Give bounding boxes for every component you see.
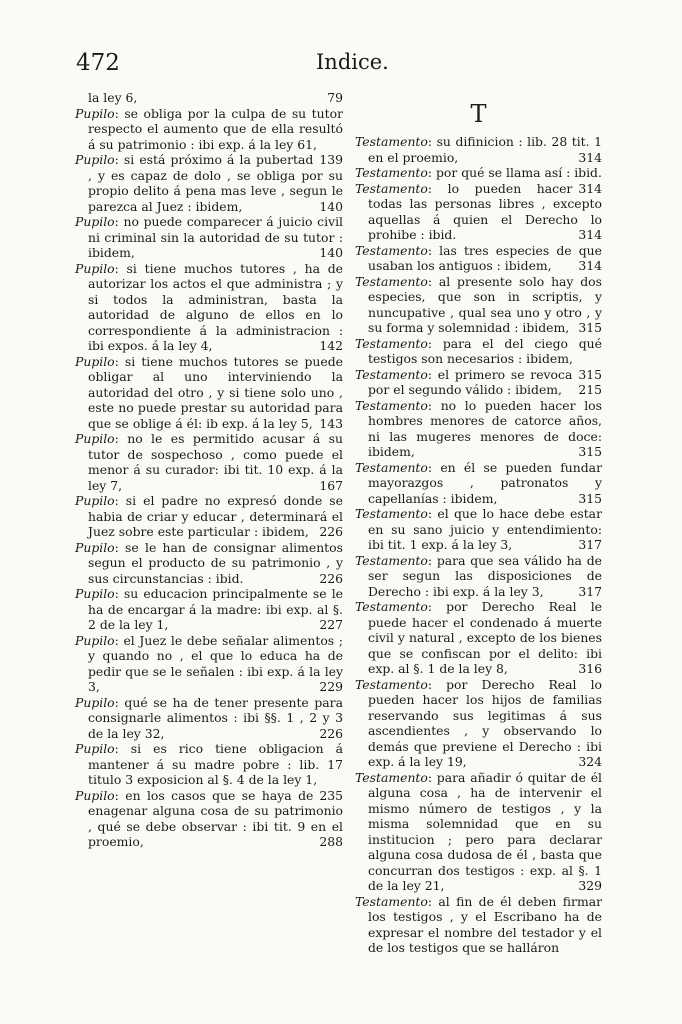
page-ref: 314 [578, 180, 602, 196]
page-ref: 226 [319, 524, 343, 539]
entry-text: : si tiene muchos tutores , ha de autorizar los actos el que administra ; y si todos la administran, basta la autoridad de alguno de ellos en lo correspondiente á la administracion : ibi expos. á la ley 4, [88, 260, 343, 353]
page-ref: 315 [578, 366, 602, 382]
page-ref: 317 [578, 537, 602, 552]
page-ref: 215 [578, 382, 602, 397]
page-ref: 140 [319, 245, 343, 260]
entry-term: Pupilo [75, 105, 115, 121]
index-entry [355, 398, 602, 460]
index-entry [355, 553, 602, 600]
left-entries [75, 106, 343, 850]
entry-text: : no puede comparecer á juicio civil ni criminal sin la autoridad de su tutor : ibidem, [88, 214, 343, 260]
entry-text: : no le es permitido acusar á su tutor de sospechoso , como puede el menor á su curador: ibi tit. 10 exp. á la ley 7, [88, 431, 343, 493]
entry-term: Pupilo [75, 152, 115, 167]
page-ref: 140 [319, 198, 343, 214]
page-number: 472 [76, 50, 120, 76]
entry-text: : si el padre no expresó donde se habia de criar y educar , determinará el Juez sobre este particular : ibidem, [88, 493, 343, 539]
entry-term: Pupilo [75, 493, 115, 508]
entry-term: Pupilo [75, 741, 115, 756]
entry-term: Pupilo [75, 787, 115, 803]
page-ref: 324 [578, 754, 602, 769]
entry-term: Testamento [355, 552, 428, 568]
index-entry [355, 134, 602, 165]
index-entry [75, 214, 343, 261]
entry-term: Testamento [355, 599, 428, 614]
entry-text: : al presente solo hay dos especies, que son in scriptis, y nuncupative , qual sea uno y otro , y su forma y solemnidad : ibidem, [368, 273, 602, 335]
entry-text: : por Derecho Real le puede hacer el condenado á muerte civil y natural , excepto de los bienes que se confiscan por el delito: ibi exp. al §. 1 de la ley 8, [368, 599, 602, 676]
page-ref: 315 [578, 444, 602, 459]
continuation-line [75, 90, 343, 106]
entry-text: : si está próximo á la pubertad , y es capaz de dolo , se obliga por su propio delito á pena mas leve , segun le parezca al Juez : ibidem, [88, 152, 343, 214]
page-ref: 314 [578, 227, 602, 242]
entry-text: : se obliga por la culpa de su tutor respecto el aumento que de ella resultó á su patrimonio : ibi exp. á la ley 61, [88, 105, 343, 152]
entry-text: : qué se ha de tener presente para consignarle alimentos : ibi §§. 1 , 2 y 3 de la ley 32, [88, 694, 343, 741]
index-entry [75, 152, 343, 214]
continuation-text: la ley 6, [88, 90, 138, 105]
entry-text: : si es rico tiene obligacion á mantener á su madre pobre : lib. 17 titulo 3 exposicion al §. 4 de la ley 1, [88, 741, 343, 787]
page-ref: 288 [319, 834, 343, 849]
index-entry [75, 105, 343, 167]
page-ref: 226 [319, 725, 343, 741]
page-ref: 317 [578, 583, 602, 599]
page-ref: 329 [578, 878, 602, 893]
page-ref: 314 [578, 149, 602, 165]
page-ref: 142 [319, 338, 343, 353]
index-entry [75, 741, 343, 803]
entry-text: : las tres especies de que usaban los antiguos : ibidem, [368, 242, 602, 273]
index-entry [75, 261, 343, 354]
running-title: Indice. [316, 50, 389, 74]
index-entry [355, 894, 602, 956]
entry-term: Pupilo [75, 260, 115, 276]
index-entry [75, 354, 343, 432]
section-letter: T [470, 100, 487, 128]
left-column [75, 90, 343, 850]
page-ref: 316 [578, 661, 602, 676]
index-entry [75, 695, 343, 742]
index-entry [75, 431, 343, 493]
index-entry [355, 677, 602, 770]
right-column [355, 90, 602, 956]
entry-term: Testamento [355, 769, 428, 785]
entry-text: : su educacion principalmente se le ha de encargar á la madre: ibi exp. al §. 2 de la ley 1, [88, 586, 343, 632]
index-entry [75, 586, 343, 633]
entry-term: Testamento [355, 165, 428, 180]
entry-term: Pupilo [75, 586, 115, 601]
page-ref: 167 [319, 477, 343, 493]
entry-text: : si tiene muchos tutores se puede obligar al uno interviniendo la autoridad del otro , y si tiene solo uno , este no puede prestar su autoridad para que se oblige á él: ib exp. á la ley 5, [88, 353, 343, 431]
page-ref: 139 [319, 152, 343, 167]
index-entry [355, 165, 602, 196]
page-ref: 315 [578, 320, 602, 335]
entry-term: Pupilo [75, 694, 115, 710]
entry-text: : en él se pueden fundar mayorazgos , patronatos y capellanías : ibidem, [368, 459, 602, 506]
entry-text: : el primero se revoca por el segundo válido : ibidem, [368, 366, 573, 397]
page-ref: 227 [319, 617, 343, 632]
entry-text: : en los casos que se haya de enagenar alguna cosa de su patrimonio , qué se debe observar : ibi tit. 9 en el proemio, [88, 787, 343, 849]
entry-term: Pupilo [75, 214, 115, 229]
entry-term: Testamento [355, 180, 428, 196]
entry-text: : se le han de consignar alimentos segun el producto de su patrimonio , y sus circunstancias : ibid. [88, 539, 343, 586]
index-entry [355, 599, 602, 677]
page-ref: 79 [327, 90, 343, 105]
entry-text: : al fin de él deben firmar los testigos , y el Escribano ha de expresar el nombre del testador y el de los testigos que se halláron [368, 893, 602, 955]
page-ref: 226 [319, 570, 343, 586]
entry-term: Testamento [355, 506, 428, 521]
page-header [0, 50, 682, 80]
entry-text: : por qué se llama así : ibid. [427, 165, 602, 180]
right-entries [355, 134, 602, 956]
entry-text: : el que lo hace debe estar en su sano juicio y entendimiento: ibi tit. 1 exp. á la ley 3, [368, 506, 602, 552]
page-ref: 235 [319, 787, 343, 803]
index-entry [75, 788, 343, 850]
index-entry [355, 181, 602, 243]
entry-text: : el Juez le debe señalar alimentos ; y quando no , el que lo educa ha de pedir que se le señalen : ibi exp. á la ley 3, [88, 632, 343, 694]
page-ref: 143 [319, 415, 343, 431]
index-entry [355, 367, 602, 398]
entry-text: : para añadir ó quitar de él alguna cosa , ha de intervenir el mismo número de testigos , y la misma solemnidad que en su institucion ; pero para declarar alguna cosa dudosa de él , basta que concurran dos testigos : exp. al §. 1 de la ley 21, [368, 769, 602, 893]
page-ref: 314 [578, 258, 602, 273]
index-entry [75, 633, 343, 695]
index-entry [355, 770, 602, 894]
entry-term: Testamento [355, 893, 428, 909]
entry-text: : su difinicion : lib. 28 tit. 1 en el proemio, [368, 134, 602, 165]
page-ref: 229 [319, 679, 343, 694]
entry-text: : no lo pueden hacer los hombres menores de catorce años, ni las mugeres menores de doce: ibidem, [368, 397, 602, 459]
entry-term: Testamento [355, 242, 428, 258]
entry-term: Testamento [355, 676, 428, 692]
entry-text: : para el del ciego qué testigos son necesarios : ibidem, [368, 335, 602, 366]
index-entry [355, 274, 602, 336]
entry-text: : por Derecho Real lo pueden hacer los hijos de familias reservando sus legitimas á sus ascendientes , y observando lo demás que previene el Derecho : ibi exp. á la ley 19, [368, 676, 602, 769]
entry-term: Pupilo [75, 353, 115, 369]
entry-term: Testamento [355, 366, 428, 382]
page-ref: 315 [578, 490, 602, 506]
index-entry [75, 540, 343, 587]
entry-term: Testamento [355, 134, 428, 149]
entry-text: : lo pueden hacer todas las personas libres , excepto aquellas á quien el Derecho lo prohibe : ibid. [368, 180, 602, 242]
entry-term: Testamento [355, 273, 428, 289]
entry-term: Testamento [355, 335, 428, 351]
index-entry [355, 506, 602, 553]
entry-term: Pupilo [75, 539, 115, 555]
index-entry [355, 243, 602, 274]
entry-term: Testamento [355, 459, 428, 475]
index-entry [75, 493, 343, 540]
index-entry [355, 460, 602, 507]
entry-text: : para que sea válido ha de ser segun las disposiciones de Derecho : ibi exp. á la ley 3, [368, 552, 602, 599]
entry-term: Pupilo [75, 431, 115, 446]
entry-term: Pupilo [75, 632, 115, 648]
entry-term: Testamento [355, 397, 428, 413]
